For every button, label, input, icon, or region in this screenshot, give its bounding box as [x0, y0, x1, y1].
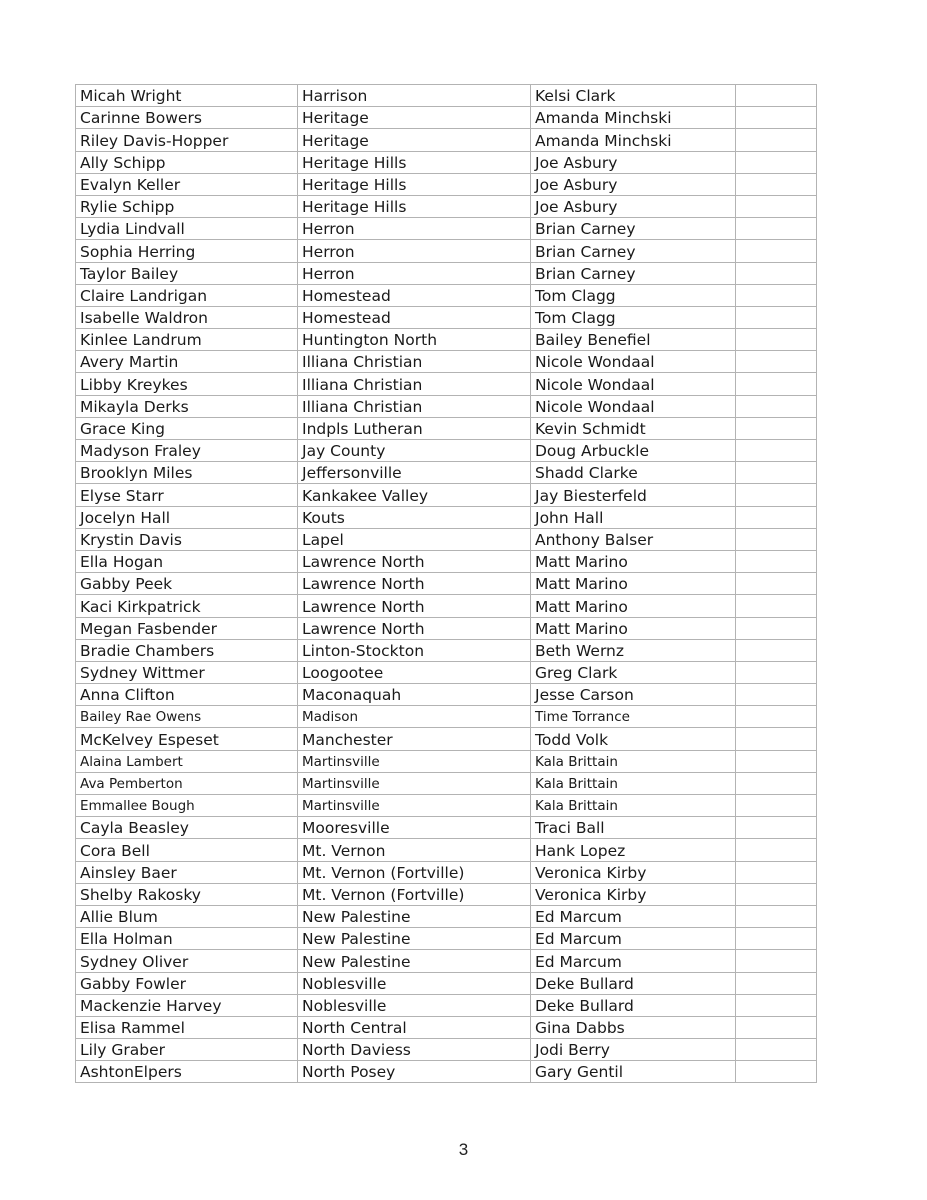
school-cell: Mooresville: [298, 817, 531, 839]
blank-cell: [736, 817, 817, 839]
school-cell: Noblesville: [298, 994, 531, 1016]
blank-cell: [736, 373, 817, 395]
table-row: [76, 839, 817, 861]
table-row: [76, 262, 817, 284]
blank-cell: [736, 972, 817, 994]
player-name-cell: Avery Martin: [76, 351, 298, 373]
table-row: [76, 329, 817, 351]
coach-cell: Matt Marino: [531, 550, 736, 572]
table-row: [76, 173, 817, 195]
player-name-cell: Kinlee Landrum: [76, 329, 298, 351]
table-row: [76, 817, 817, 839]
table-row: [76, 373, 817, 395]
coach-cell: Time Torrance: [531, 706, 736, 728]
school-cell: Mt. Vernon: [298, 839, 531, 861]
coach-cell: Kala Brittain: [531, 795, 736, 817]
coach-cell: Nicole Wondaal: [531, 373, 736, 395]
school-cell: Linton-Stockton: [298, 639, 531, 661]
blank-cell: [736, 839, 817, 861]
blank-cell: [736, 684, 817, 706]
blank-cell: [736, 528, 817, 550]
blank-cell: [736, 1016, 817, 1038]
coach-cell: Jay Biesterfeld: [531, 484, 736, 506]
blank-cell: [736, 573, 817, 595]
school-cell: Heritage Hills: [298, 151, 531, 173]
table-row: [76, 573, 817, 595]
player-name-cell: Bradie Chambers: [76, 639, 298, 661]
blank-cell: [736, 950, 817, 972]
coach-cell: Tom Clagg: [531, 284, 736, 306]
coach-cell: Matt Marino: [531, 573, 736, 595]
school-cell: Indpls Lutheran: [298, 417, 531, 439]
table-row: [76, 151, 817, 173]
coach-cell: Kala Brittain: [531, 772, 736, 794]
table-row: [76, 684, 817, 706]
school-cell: New Palestine: [298, 950, 531, 972]
school-cell: Illiana Christian: [298, 373, 531, 395]
coach-cell: Joe Asbury: [531, 195, 736, 217]
table-row: [76, 1016, 817, 1038]
table-row: [76, 107, 817, 129]
player-name-cell: Claire Landrigan: [76, 284, 298, 306]
player-name-cell: Ella Holman: [76, 928, 298, 950]
table-row: [76, 595, 817, 617]
school-cell: Mt. Vernon (Fortville): [298, 883, 531, 905]
blank-cell: [736, 706, 817, 728]
coach-cell: Amanda Minchski: [531, 107, 736, 129]
blank-cell: [736, 506, 817, 528]
player-name-cell: AshtonElpers: [76, 1061, 298, 1083]
school-cell: Manchester: [298, 728, 531, 750]
school-cell: Martinsville: [298, 750, 531, 772]
blank-cell: [736, 329, 817, 351]
school-cell: Herron: [298, 218, 531, 240]
school-cell: Lawrence North: [298, 617, 531, 639]
coach-cell: Kala Brittain: [531, 750, 736, 772]
coach-cell: Anthony Balser: [531, 528, 736, 550]
table-row: [76, 883, 817, 905]
school-cell: Herron: [298, 262, 531, 284]
player-name-cell: Brooklyn Miles: [76, 462, 298, 484]
player-name-cell: Rylie Schipp: [76, 195, 298, 217]
player-name-cell: Shelby Rakosky: [76, 883, 298, 905]
player-name-cell: Elisa Rammel: [76, 1016, 298, 1038]
blank-cell: [736, 173, 817, 195]
player-name-cell: Anna Clifton: [76, 684, 298, 706]
coach-cell: Shadd Clarke: [531, 462, 736, 484]
blank-cell: [736, 218, 817, 240]
coach-cell: Kelsi Clark: [531, 85, 736, 107]
table-row: [76, 417, 817, 439]
coach-cell: Kevin Schmidt: [531, 417, 736, 439]
page-number: 3: [458, 1140, 469, 1159]
player-name-cell: Elyse Starr: [76, 484, 298, 506]
blank-cell: [736, 262, 817, 284]
blank-cell: [736, 284, 817, 306]
school-cell: Jeffersonville: [298, 462, 531, 484]
table-row: [76, 994, 817, 1016]
table-row: [76, 950, 817, 972]
coach-cell: Amanda Minchski: [531, 129, 736, 151]
table-row: [76, 195, 817, 217]
coach-cell: Deke Bullard: [531, 972, 736, 994]
player-name-cell: Evalyn Keller: [76, 173, 298, 195]
coach-cell: Veronica Kirby: [531, 861, 736, 883]
table-row: [76, 639, 817, 661]
coach-cell: Nicole Wondaal: [531, 395, 736, 417]
coach-cell: Matt Marino: [531, 595, 736, 617]
coach-cell: Matt Marino: [531, 617, 736, 639]
table-row: [76, 772, 817, 794]
coach-cell: Traci Ball: [531, 817, 736, 839]
blank-cell: [736, 440, 817, 462]
coach-cell: Joe Asbury: [531, 151, 736, 173]
blank-cell: [736, 240, 817, 262]
player-name-cell: Cayla Beasley: [76, 817, 298, 839]
player-name-cell: Bailey Rae Owens: [76, 706, 298, 728]
blank-cell: [736, 417, 817, 439]
table-row: [76, 617, 817, 639]
player-name-cell: Grace King: [76, 417, 298, 439]
school-cell: Heritage Hills: [298, 173, 531, 195]
player-name-cell: Madyson Fraley: [76, 440, 298, 462]
blank-cell: [736, 795, 817, 817]
school-cell: Huntington North: [298, 329, 531, 351]
table-row: [76, 661, 817, 683]
school-cell: Homestead: [298, 306, 531, 328]
player-name-cell: Jocelyn Hall: [76, 506, 298, 528]
coach-cell: Nicole Wondaal: [531, 351, 736, 373]
blank-cell: [736, 750, 817, 772]
blank-cell: [736, 129, 817, 151]
table-row: [76, 129, 817, 151]
coach-cell: Veronica Kirby: [531, 883, 736, 905]
player-name-cell: McKelvey Espeset: [76, 728, 298, 750]
table-row: [76, 795, 817, 817]
table-row: [76, 440, 817, 462]
blank-cell: [736, 772, 817, 794]
player-name-cell: Sophia Herring: [76, 240, 298, 262]
school-cell: Lapel: [298, 528, 531, 550]
school-cell: Lawrence North: [298, 573, 531, 595]
player-name-cell: Taylor Bailey: [76, 262, 298, 284]
school-cell: Heritage Hills: [298, 195, 531, 217]
blank-cell: [736, 151, 817, 173]
school-cell: Kouts: [298, 506, 531, 528]
school-cell: Jay County: [298, 440, 531, 462]
coach-cell: Bailey Benefiel: [531, 329, 736, 351]
player-name-cell: Alaina Lambert: [76, 750, 298, 772]
player-name-cell: Cora Bell: [76, 839, 298, 861]
school-cell: Madison: [298, 706, 531, 728]
table-row: [76, 972, 817, 994]
player-name-cell: Krystin Davis: [76, 528, 298, 550]
table-row: [76, 706, 817, 728]
coach-cell: Doug Arbuckle: [531, 440, 736, 462]
player-name-cell: Megan Fasbender: [76, 617, 298, 639]
player-name-cell: Micah Wright: [76, 85, 298, 107]
table-row: [76, 928, 817, 950]
table-row: [76, 861, 817, 883]
player-name-cell: Mackenzie Harvey: [76, 994, 298, 1016]
blank-cell: [736, 883, 817, 905]
school-cell: North Central: [298, 1016, 531, 1038]
player-name-cell: Riley Davis-Hopper: [76, 129, 298, 151]
school-cell: Loogootee: [298, 661, 531, 683]
table-row: [76, 728, 817, 750]
table-row: [76, 1061, 817, 1083]
school-cell: Lawrence North: [298, 595, 531, 617]
school-cell: New Palestine: [298, 905, 531, 927]
table-row: [76, 550, 817, 572]
school-cell: Martinsville: [298, 795, 531, 817]
school-cell: Noblesville: [298, 972, 531, 994]
school-cell: Homestead: [298, 284, 531, 306]
school-cell: Heritage: [298, 107, 531, 129]
coach-cell: Joe Asbury: [531, 173, 736, 195]
school-cell: North Posey: [298, 1061, 531, 1083]
coach-cell: Ed Marcum: [531, 928, 736, 950]
blank-cell: [736, 195, 817, 217]
school-cell: Illiana Christian: [298, 351, 531, 373]
table-row: [76, 528, 817, 550]
school-cell: Mt. Vernon (Fortville): [298, 861, 531, 883]
table-row: [76, 240, 817, 262]
roster-table-body: [76, 85, 817, 1083]
blank-cell: [736, 994, 817, 1016]
school-cell: Kankakee Valley: [298, 484, 531, 506]
coach-cell: Greg Clark: [531, 661, 736, 683]
coach-cell: Tom Clagg: [531, 306, 736, 328]
player-name-cell: Carinne Bowers: [76, 107, 298, 129]
table-row: [76, 905, 817, 927]
table-row: [76, 462, 817, 484]
player-name-cell: Emmallee Bough: [76, 795, 298, 817]
player-name-cell: Gabby Fowler: [76, 972, 298, 994]
blank-cell: [736, 661, 817, 683]
table-row: [76, 85, 817, 107]
coach-cell: Brian Carney: [531, 218, 736, 240]
player-name-cell: Isabelle Waldron: [76, 306, 298, 328]
blank-cell: [736, 107, 817, 129]
blank-cell: [736, 550, 817, 572]
coach-cell: Brian Carney: [531, 240, 736, 262]
table-row: [76, 306, 817, 328]
coach-cell: Ed Marcum: [531, 905, 736, 927]
blank-cell: [736, 928, 817, 950]
coach-cell: Jodi Berry: [531, 1039, 736, 1061]
school-cell: Harrison: [298, 85, 531, 107]
table-row: [76, 284, 817, 306]
blank-cell: [736, 462, 817, 484]
blank-cell: [736, 306, 817, 328]
player-name-cell: Lydia Lindvall: [76, 218, 298, 240]
table-row: [76, 506, 817, 528]
blank-cell: [736, 595, 817, 617]
school-cell: Illiana Christian: [298, 395, 531, 417]
blank-cell: [736, 1061, 817, 1083]
player-name-cell: Allie Blum: [76, 905, 298, 927]
table-row: [76, 218, 817, 240]
coach-cell: Deke Bullard: [531, 994, 736, 1016]
player-name-cell: Libby Kreykes: [76, 373, 298, 395]
coach-cell: Todd Volk: [531, 728, 736, 750]
coach-cell: Beth Wernz: [531, 639, 736, 661]
player-name-cell: Sydney Wittmer: [76, 661, 298, 683]
blank-cell: [736, 85, 817, 107]
coach-cell: Ed Marcum: [531, 950, 736, 972]
player-name-cell: Sydney Oliver: [76, 950, 298, 972]
blank-cell: [736, 639, 817, 661]
player-name-cell: Ally Schipp: [76, 151, 298, 173]
player-name-cell: Ainsley Baer: [76, 861, 298, 883]
player-name-cell: Ava Pemberton: [76, 772, 298, 794]
school-cell: Herron: [298, 240, 531, 262]
school-cell: Maconaquah: [298, 684, 531, 706]
coach-cell: Hank Lopez: [531, 839, 736, 861]
player-name-cell: Kaci Kirkpatrick: [76, 595, 298, 617]
coach-cell: Gary Gentil: [531, 1061, 736, 1083]
blank-cell: [736, 617, 817, 639]
blank-cell: [736, 905, 817, 927]
table-row: [76, 484, 817, 506]
table-row: [76, 351, 817, 373]
school-cell: Martinsville: [298, 772, 531, 794]
blank-cell: [736, 395, 817, 417]
table-row: [76, 395, 817, 417]
table-row: [76, 750, 817, 772]
blank-cell: [736, 484, 817, 506]
player-name-cell: Mikayla Derks: [76, 395, 298, 417]
school-cell: Lawrence North: [298, 550, 531, 572]
coach-cell: Jesse Carson: [531, 684, 736, 706]
blank-cell: [736, 861, 817, 883]
coach-cell: Brian Carney: [531, 262, 736, 284]
school-cell: New Palestine: [298, 928, 531, 950]
player-name-cell: Gabby Peek: [76, 573, 298, 595]
blank-cell: [736, 728, 817, 750]
school-cell: Heritage: [298, 129, 531, 151]
table-row: [76, 1039, 817, 1061]
school-cell: North Daviess: [298, 1039, 531, 1061]
coach-cell: Gina Dabbs: [531, 1016, 736, 1038]
blank-cell: [736, 1039, 817, 1061]
roster-table: [75, 84, 817, 1083]
player-name-cell: Lily Graber: [76, 1039, 298, 1061]
coach-cell: John Hall: [531, 506, 736, 528]
player-name-cell: Ella Hogan: [76, 550, 298, 572]
blank-cell: [736, 351, 817, 373]
